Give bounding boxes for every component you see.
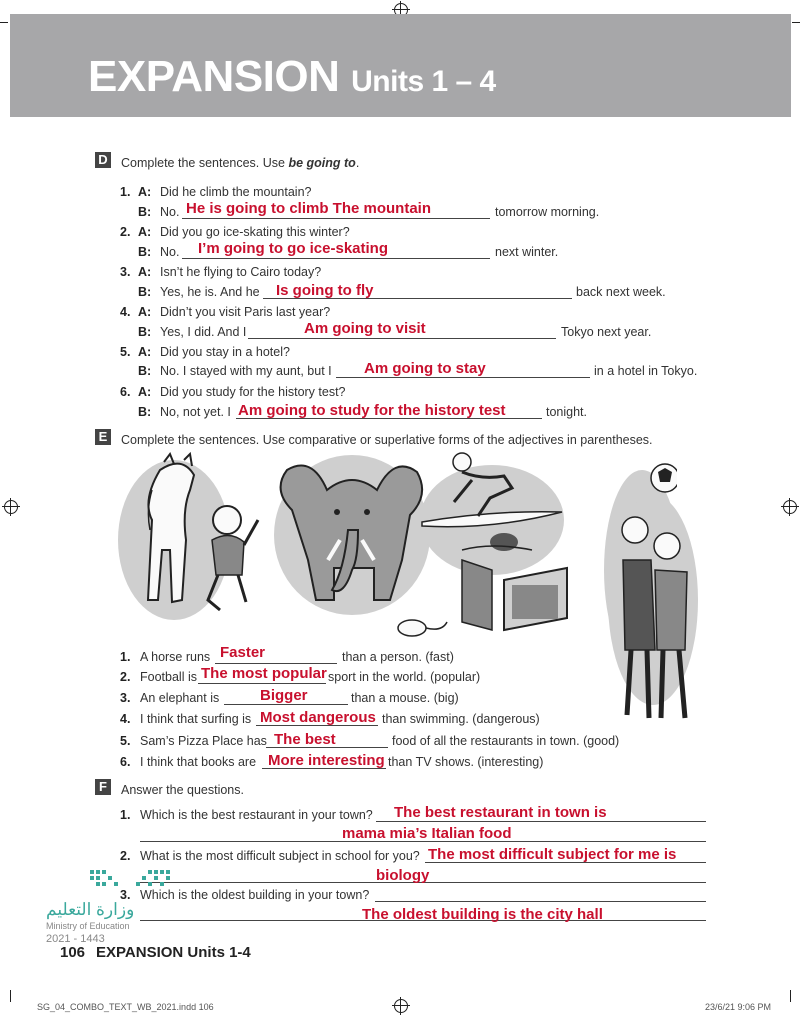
answer-blank bbox=[182, 258, 490, 259]
answer-text: The best restaurant in town is bbox=[394, 804, 607, 821]
answer-text: Bigger bbox=[260, 687, 308, 704]
registration-mark-bottom bbox=[394, 999, 408, 1013]
answer-text: The most difficult subject for me is bbox=[428, 846, 677, 863]
section-d-letter: D bbox=[95, 152, 111, 168]
section-f-letter: F bbox=[95, 779, 111, 795]
section-d-instruction: Complete the sentences. Use be going to. bbox=[121, 156, 360, 170]
answer-blank bbox=[224, 704, 348, 705]
answer-text: The best bbox=[274, 731, 336, 748]
elephant-icon bbox=[274, 455, 430, 615]
item-number: 2. bbox=[120, 225, 131, 239]
question-a: Isn’t he flying to Cairo today? bbox=[160, 265, 322, 279]
answer-blank bbox=[198, 683, 326, 684]
answer-text: More interesting bbox=[268, 752, 385, 769]
speaker-a-label: A: bbox=[138, 345, 152, 359]
answer-text: He is going to climb The mountain bbox=[186, 200, 432, 217]
answer-blank bbox=[248, 338, 556, 339]
item-number: 4. bbox=[120, 712, 131, 726]
page-subtitle: Units 1 – 4 bbox=[351, 65, 496, 98]
response-prefix: No, not yet. I bbox=[160, 405, 231, 419]
page-title: EXPANSION Units 1 – 4 bbox=[88, 52, 496, 101]
registration-mark-right bbox=[783, 500, 797, 514]
speaker-a-label: A: bbox=[138, 225, 152, 239]
sentence-suffix: than swimming. (dangerous) bbox=[382, 712, 540, 726]
response-prefix: No. I stayed with my aunt, but I bbox=[160, 364, 332, 378]
item-number: 6. bbox=[120, 385, 131, 399]
item-number: 5. bbox=[120, 345, 131, 359]
file-name: SG_04_COMBO_TEXT_WB_2021.indd 106 bbox=[37, 1002, 214, 1012]
answer-text: The most popular bbox=[201, 665, 327, 682]
academic-year: 2021 - 1443 bbox=[46, 933, 105, 945]
response-prefix: No. bbox=[160, 245, 180, 259]
sentence-suffix: than a person. (fast) bbox=[342, 650, 454, 664]
speaker-b-label: B: bbox=[138, 364, 152, 378]
question-a: Didn’t you visit Paris last year? bbox=[160, 305, 331, 319]
ministry-logo-icon bbox=[88, 866, 180, 890]
answer-blank bbox=[376, 821, 706, 822]
sentence-prefix: A horse runs bbox=[140, 650, 211, 664]
item-number: 1. bbox=[120, 808, 131, 822]
question-a: Did you stay in a hotel? bbox=[160, 345, 290, 359]
sentence-suffix: than a mouse. (big) bbox=[351, 691, 459, 705]
answer-text: Am going to stay bbox=[364, 360, 486, 377]
football-players-illustration bbox=[605, 490, 700, 755]
answer-blank bbox=[182, 218, 490, 219]
question-a: Did you go ice-skating this winter? bbox=[160, 225, 350, 239]
item-number: 2. bbox=[120, 849, 131, 863]
sentence-suffix: food of all the restaurants in town. (good) bbox=[392, 734, 620, 748]
response-suffix: tomorrow morning. bbox=[495, 205, 600, 219]
speaker-a-label: A: bbox=[138, 385, 152, 399]
question-a: Did he climb the mountain? bbox=[160, 185, 312, 199]
response-suffix: in a hotel in Tokyo. bbox=[594, 364, 698, 378]
crop-mark bbox=[0, 22, 8, 23]
answer-text: Most dangerous bbox=[260, 709, 376, 726]
item-number: 2. bbox=[120, 670, 131, 684]
section-e-letter: E bbox=[95, 429, 111, 445]
sentence-prefix: I think that books are bbox=[140, 755, 257, 769]
answer-text: mama mia’s Italian food bbox=[342, 825, 512, 842]
answer-text: Faster bbox=[220, 644, 266, 661]
answer-blank bbox=[375, 901, 706, 902]
surfer-icon bbox=[420, 453, 564, 575]
comparison-illustration bbox=[112, 450, 677, 650]
sentence-prefix: Sam’s Pizza Place has bbox=[140, 734, 267, 748]
item-number: 3. bbox=[120, 888, 131, 902]
speaker-b-label: B: bbox=[138, 405, 152, 419]
sentence-suffix: sport in the world. (popular) bbox=[328, 670, 481, 684]
answer-blank bbox=[215, 663, 337, 664]
question-text: What is the most difficult subject in school for you? bbox=[140, 849, 420, 863]
speaker-b-label: B: bbox=[138, 205, 152, 219]
section-e-instruction: Complete the sentences. Use comparative or superlative forms of the adjectives in parentheses. bbox=[121, 433, 653, 447]
question-text: Which is the oldest building in your town? bbox=[140, 888, 370, 902]
response-prefix: Yes, I did. And I bbox=[160, 325, 247, 339]
response-prefix: No. bbox=[160, 205, 180, 219]
registration-mark-left bbox=[4, 500, 18, 514]
speaker-a-label: A: bbox=[138, 265, 152, 279]
item-number: 6. bbox=[120, 755, 131, 769]
ministry-arabic-name: وزارة التعليم bbox=[46, 900, 135, 919]
horse-icon bbox=[118, 454, 230, 620]
ministry-english-name: Ministry of Education bbox=[46, 921, 130, 931]
question-a: Did you study for the history test? bbox=[160, 385, 346, 399]
speaker-b-label: B: bbox=[138, 245, 152, 259]
sentence-prefix: I think that surfing is bbox=[140, 712, 252, 726]
speaker-a-label: A: bbox=[138, 185, 152, 199]
answer-text: I’m going to go ice-skating bbox=[198, 240, 389, 257]
mouse-icon bbox=[398, 620, 447, 636]
response-prefix: Yes, he is. And he bbox=[160, 285, 260, 299]
sentence-prefix: An elephant is bbox=[140, 691, 220, 705]
page-footer-title: EXPANSION Units 1-4 bbox=[96, 944, 251, 961]
boy-icon bbox=[208, 506, 258, 610]
page-number: 106 bbox=[60, 944, 86, 961]
response-suffix: next winter. bbox=[495, 245, 559, 259]
sentence-suffix: than TV shows. (interesting) bbox=[388, 755, 544, 769]
item-number: 3. bbox=[120, 265, 131, 279]
answer-text: The oldest building is the city hall bbox=[362, 906, 603, 923]
answer-text: Am going to visit bbox=[304, 320, 426, 337]
response-suffix: tonight. bbox=[546, 405, 588, 419]
question-text: Which is the best restaurant in your town? bbox=[140, 808, 373, 822]
response-suffix: Tokyo next year. bbox=[561, 325, 652, 339]
answer-text: Am going to study for the history test bbox=[238, 402, 506, 419]
item-number: 1. bbox=[120, 185, 131, 199]
item-number: 5. bbox=[120, 734, 131, 748]
speaker-b-label: B: bbox=[138, 285, 152, 299]
response-suffix: back next week. bbox=[576, 285, 666, 299]
answer-text: Is going to fly bbox=[276, 282, 374, 299]
section-f-instruction: Answer the questions. bbox=[121, 783, 244, 797]
speaker-b-label: B: bbox=[138, 325, 152, 339]
crop-mark bbox=[790, 990, 791, 1002]
item-number: 4. bbox=[120, 305, 131, 319]
item-number: 3. bbox=[120, 691, 131, 705]
crop-mark bbox=[10, 990, 11, 1002]
item-number: 1. bbox=[120, 650, 131, 664]
print-timestamp: 23/6/21 9:06 PM bbox=[705, 1002, 772, 1012]
answer-text: biology bbox=[376, 867, 430, 884]
answer-blank bbox=[336, 377, 590, 378]
crop-mark bbox=[792, 22, 800, 23]
speaker-a-label: A: bbox=[138, 305, 152, 319]
sentence-prefix: Football is bbox=[140, 670, 197, 684]
